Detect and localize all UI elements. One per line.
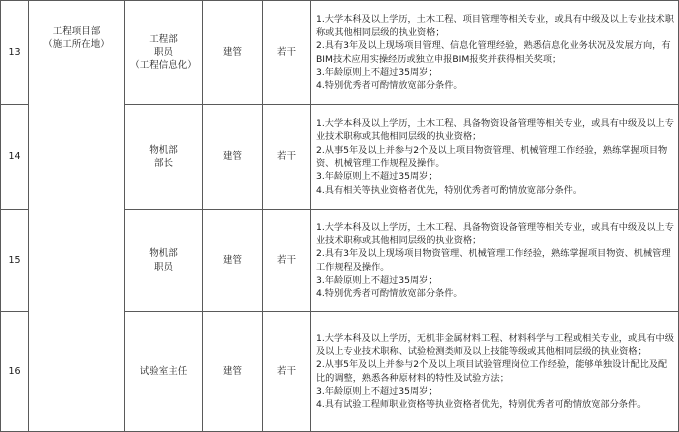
department-name: 工程项目部 — [52, 26, 101, 37]
table-row — [1, 1, 679, 105]
department-cell — [29, 1, 125, 432]
requirements-cell — [311, 105, 679, 210]
requirement-item: 1.大学本科及以上学历，土木工程、具备物资设备管理等相关专业，或具有中级及以上专业技术职称或其他相同层级的执业资格； — [316, 118, 674, 143]
count-cell: 若干 — [263, 312, 311, 432]
requirement-item: 2.具有3年及以上现场项目物资管理、机械管理工作经验，熟练掌握项目物资、机械管理工作规程及操作。 — [316, 248, 671, 273]
requirement-item: 3.年龄原则上不超过35周岁； — [316, 385, 438, 397]
count-cell: 若干 — [263, 210, 311, 312]
requirement-item: 4.特别优秀者可酌情放宽部分条件。 — [316, 288, 463, 300]
position-line: 职员 — [153, 46, 173, 58]
position-line: 物机部 — [149, 144, 178, 156]
count-cell: 若干 — [263, 1, 311, 105]
category-cell: 建管 — [203, 312, 263, 432]
position-cell — [125, 210, 203, 312]
position-line: 物机部 — [149, 248, 178, 260]
requirements-cell — [311, 1, 679, 105]
row-number: 15 — [1, 210, 29, 312]
requirement-item: 2.从事5年及以上并参与2个及以上项目试验管理岗位工作经验，能够单独设计配比及配比的调整，熟悉各种原材料的特性及试验方法； — [316, 359, 668, 384]
position-cell — [125, 105, 203, 210]
requirement-item: 2.具有3年及以上现场项目管理、信息化管理经验，熟悉信息化业务状况及发展方向，有BIM技术应用实操经历或独立申报BIM报奖并获得相关奖项； — [316, 40, 671, 65]
requirements-cell — [311, 312, 679, 432]
position-cell — [125, 312, 203, 432]
requirement-item: 3.年龄原则上不超过35周岁； — [316, 274, 438, 286]
department-location: （施工所在地） — [43, 39, 110, 51]
position-line: 工程部 — [149, 33, 178, 45]
position-line: 试验室主任 — [139, 365, 188, 377]
requirement-item: 1.大学本科及以上学历，无机非金属材料工程、材料科学与工程或相关专业，或具有中级及以上专业技术职称、试验检测类师及以上技能等级或其他相同层级的执业资格； — [316, 332, 674, 357]
row-number: 14 — [1, 105, 29, 210]
requirement-item: 1.大学本科及以上学历，土木工程、项目管理等相关专业，或具有中级及以上专业技术职称或其他相同层级的执业资格； — [316, 13, 674, 38]
requirement-item: 1.大学本科及以上学历，土木工程、具备物资设备管理等相关专业，或具有中级及以上专业技术职称或其他相同层级的执业资格； — [316, 221, 674, 246]
requirement-item: 2.从事5年及以上并参与2个及以上项目物资管理、机械管理工作经验，熟练掌握项目物资、机械管理工作规程及操作。 — [316, 144, 668, 169]
count-cell: 若干 — [263, 105, 311, 210]
position-line: 部长 — [153, 158, 173, 169]
category-cell: 建管 — [203, 105, 263, 210]
requirement-item: 4.具有试验工程师职业资格等执业资格者优先，特别优秀者可酌情放宽部分条件。 — [316, 399, 647, 411]
position-line: （工程信息化） — [130, 60, 197, 72]
category-cell: 建管 — [203, 1, 263, 105]
requirement-item: 3.年龄原则上不超过35周岁； — [316, 66, 438, 78]
category-cell: 建管 — [203, 210, 263, 312]
requirement-item: 4.特别优秀者可酌情放宽部分条件。 — [316, 80, 463, 92]
row-number: 13 — [1, 1, 29, 105]
row-number: 16 — [1, 312, 29, 432]
position-cell — [125, 1, 203, 105]
requirements-cell — [311, 210, 679, 312]
requirement-item: 4.具有相关等执业资格者优先，特别优秀者可酌情放宽部分条件。 — [316, 184, 583, 196]
requirement-item: 3.年龄原则上不超过35周岁； — [316, 171, 438, 183]
position-line: 职员 — [153, 261, 173, 273]
